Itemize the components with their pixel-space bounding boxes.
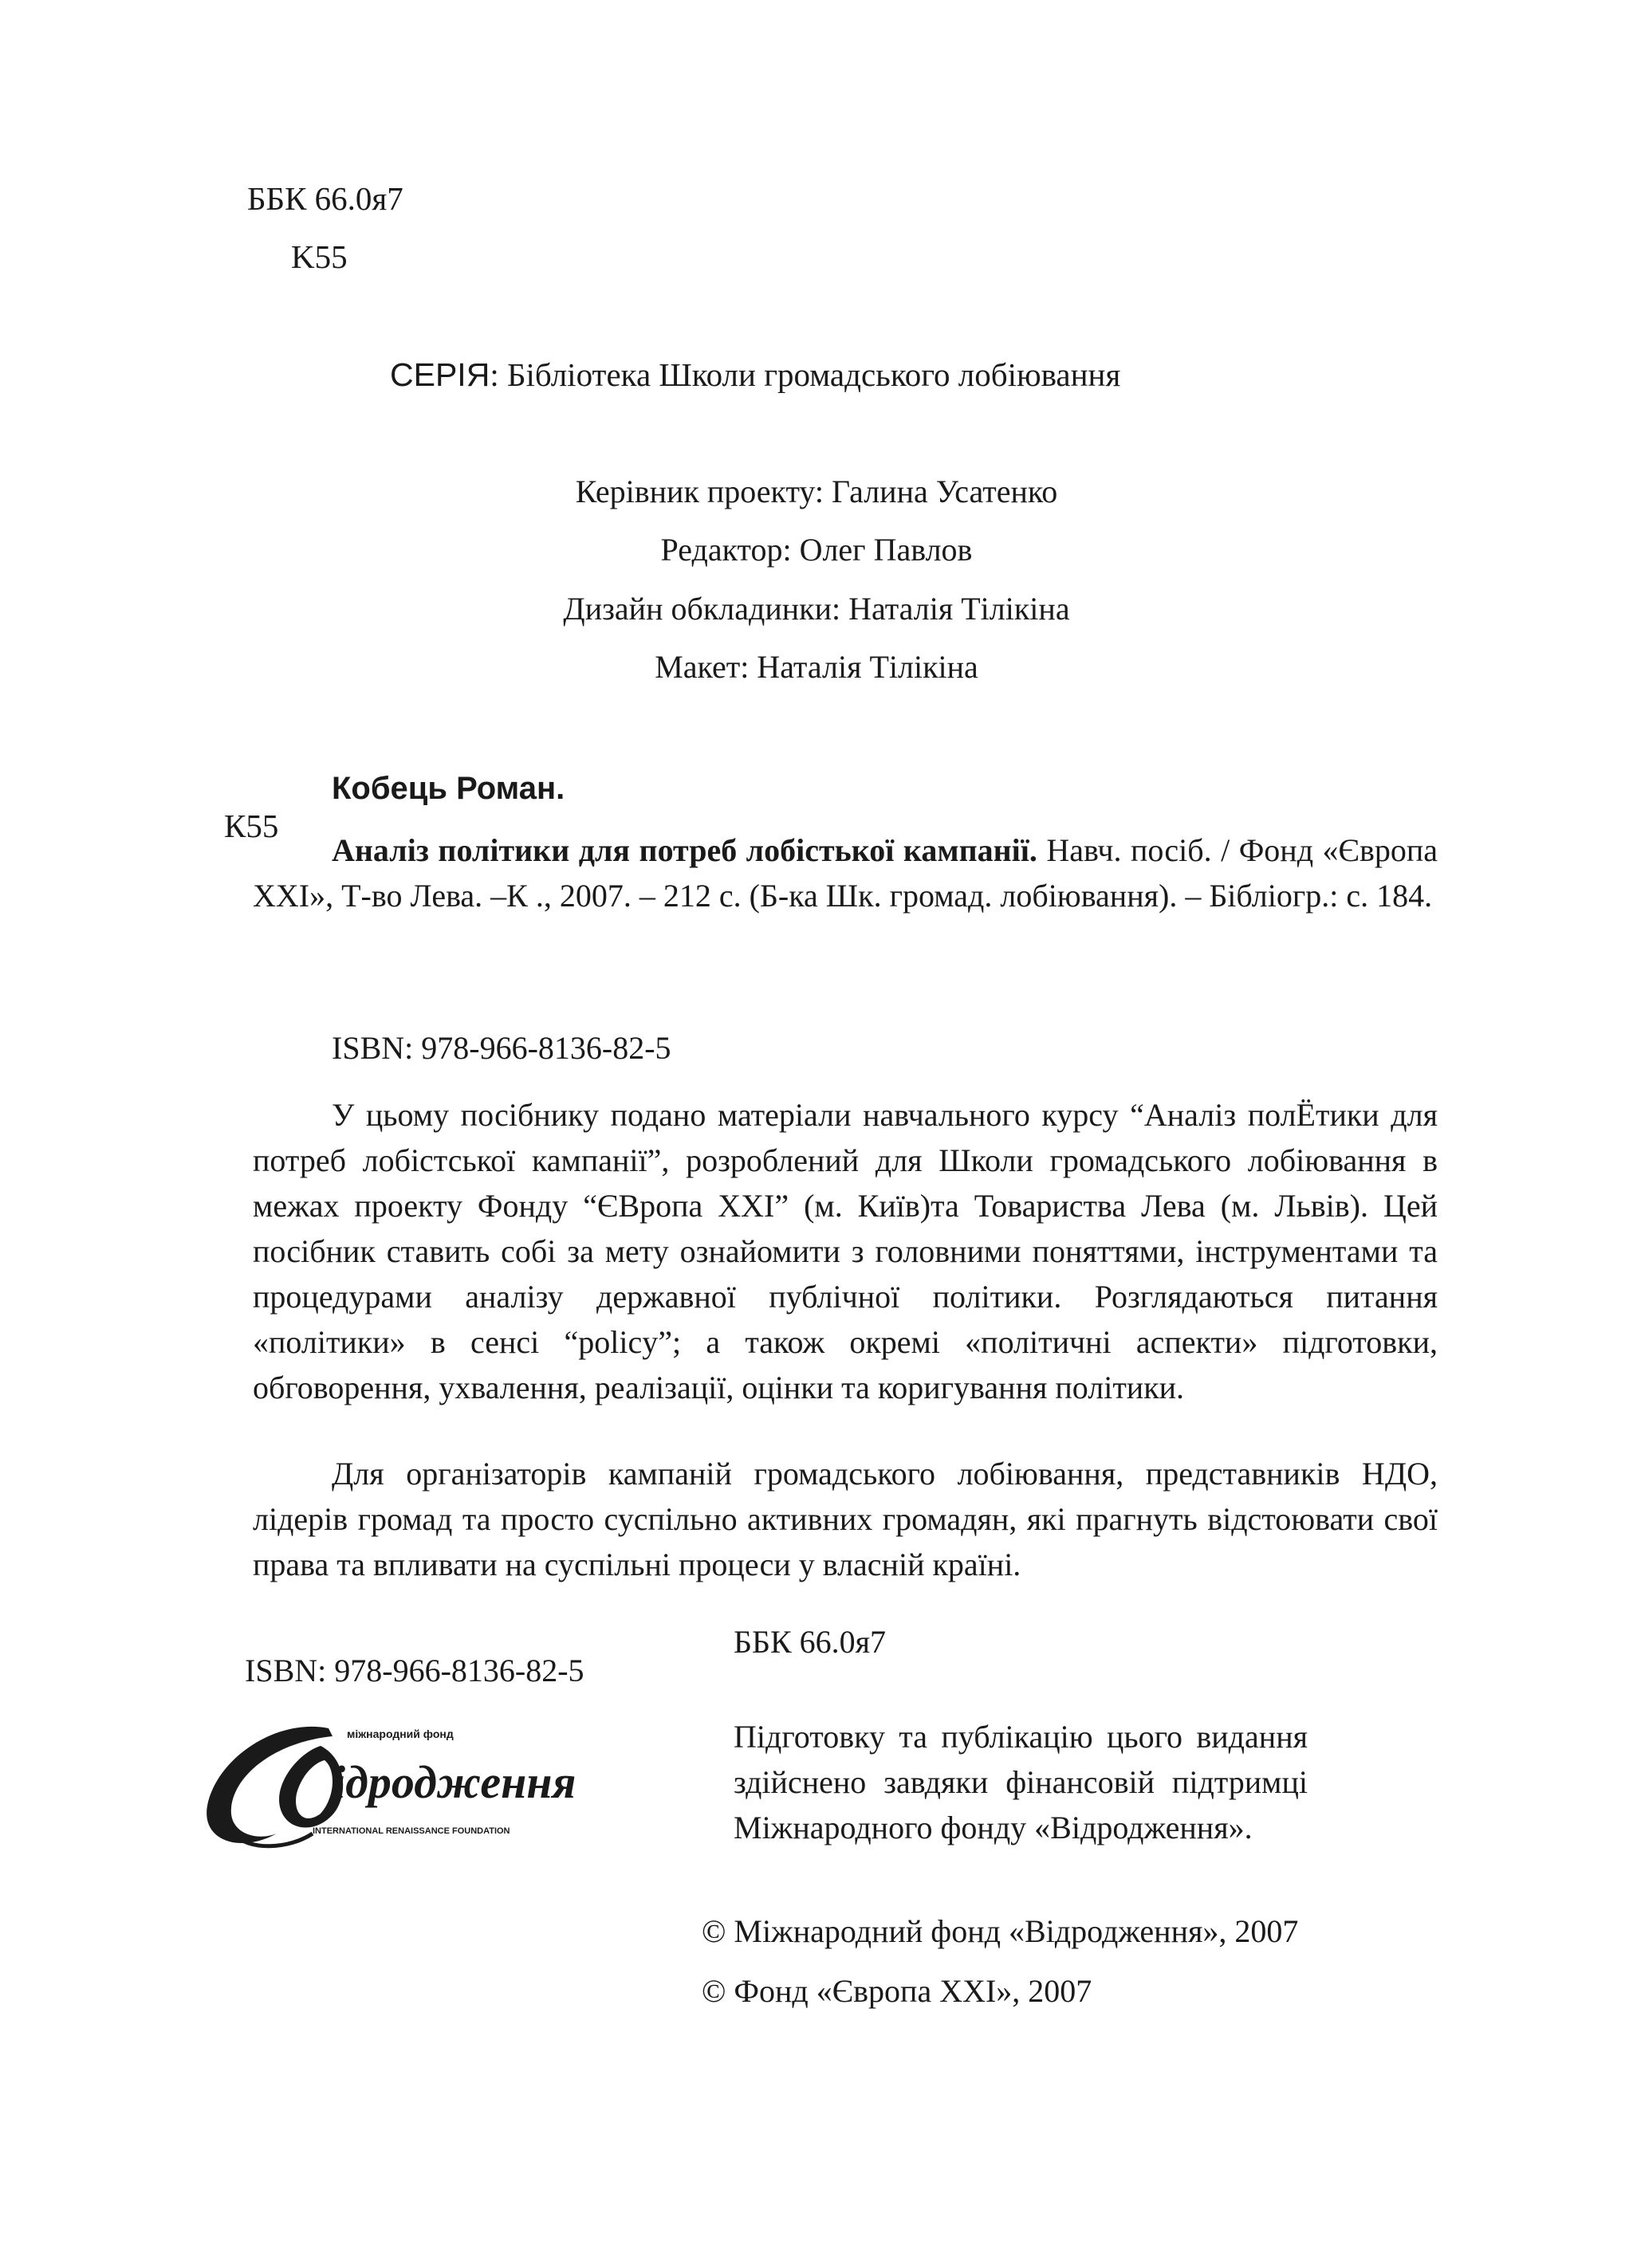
book-details: Навч. посіб. / Фонд «Європа XXI», Т-во Лева. –К ., 2007. – 212 с. (Б-ка Шк. громад. лобіювання). – Бібліогр.: с. 184.	[253, 832, 1438, 914]
author-name: Кобець Роман.	[332, 771, 565, 806]
k55-code-top: K55	[291, 238, 348, 275]
logo-small-caption: міжнародний фонд	[347, 1728, 454, 1740]
abstract-paragraph-2: Для організаторів кампаній громадського лобіювання, представників НДО, лідерів громад та просто суспільно активних громадян, які прагнуть відстоювати свої права та впливати на суспільні процеси у власній країні.	[253, 1456, 1438, 1582]
series-title: : Бібліотека Школи громадського лобіювання	[490, 356, 1121, 393]
k55-code-record: К55	[224, 808, 279, 844]
credit-project-lead: Керівник проекту: Галина Усатенко	[575, 474, 1058, 509]
copyright-europe-xxi: © Фонд «Європа XXI», 2007	[702, 1973, 1092, 2009]
bibliographic-description	[253, 827, 1438, 918]
logo-name: ідродження	[333, 1756, 576, 1808]
bbk-footer: ББК 66.0я7	[734, 1624, 887, 1660]
copyright-renaissance: © Міжнародний фонд «Відродження», 2007	[702, 1913, 1299, 1949]
renaissance-swirl-icon	[201, 1714, 600, 1857]
bbk-code-top: ББК 66.0я7	[247, 180, 403, 217]
credit-editor: Редактор: Олег Павлов	[660, 532, 973, 568]
renaissance-foundation-logo	[201, 1714, 600, 1857]
abstract-paragraph-1: У цьому посібнику подано матеріали навчального курсу “Аналіз полЁтики для потреб лобістської кампанії”, розроблений для Школи громадського лобіювання в межах проекту Фонду “ЄВропа XXI” (м. Київ)та Товариства Лева (м. Львів). Цей посібник ставить собі за мету ознайомити з головними поняттями, інструментами та процедурами аналізу державної публічної політики. Розглядаються питання «політики» в сенсі “policy”; а також окремі «політичні аспекти» підготовки, обговорення, ухвалення, реалізації, оцінки та коригування політики.	[253, 1097, 1438, 1405]
isbn-footer: ISBN: 978-966-8136-82-5	[245, 1653, 584, 1688]
series-line	[390, 356, 1121, 393]
isbn-main: ISBN: 978-966-8136-82-5	[332, 1030, 671, 1066]
logo-english: INTERNATIONAL RENAISSANCE FOUNDATION	[313, 1826, 510, 1836]
series-label: СЕРІЯ	[390, 356, 490, 393]
support-statement: Підготовку та публікацію цього видання здійснено завдяки фінансовій підтримці Міжнародного фонду «Відродження».	[734, 1719, 1308, 1845]
credit-cover-design: Дизайн обкладинки: Наталія Тілікіна	[563, 591, 1070, 627]
book-title: Аналіз політики для потреб лобістької кампанії.	[332, 832, 1037, 868]
credit-layout: Макет: Наталія Тілікіна	[655, 649, 978, 685]
